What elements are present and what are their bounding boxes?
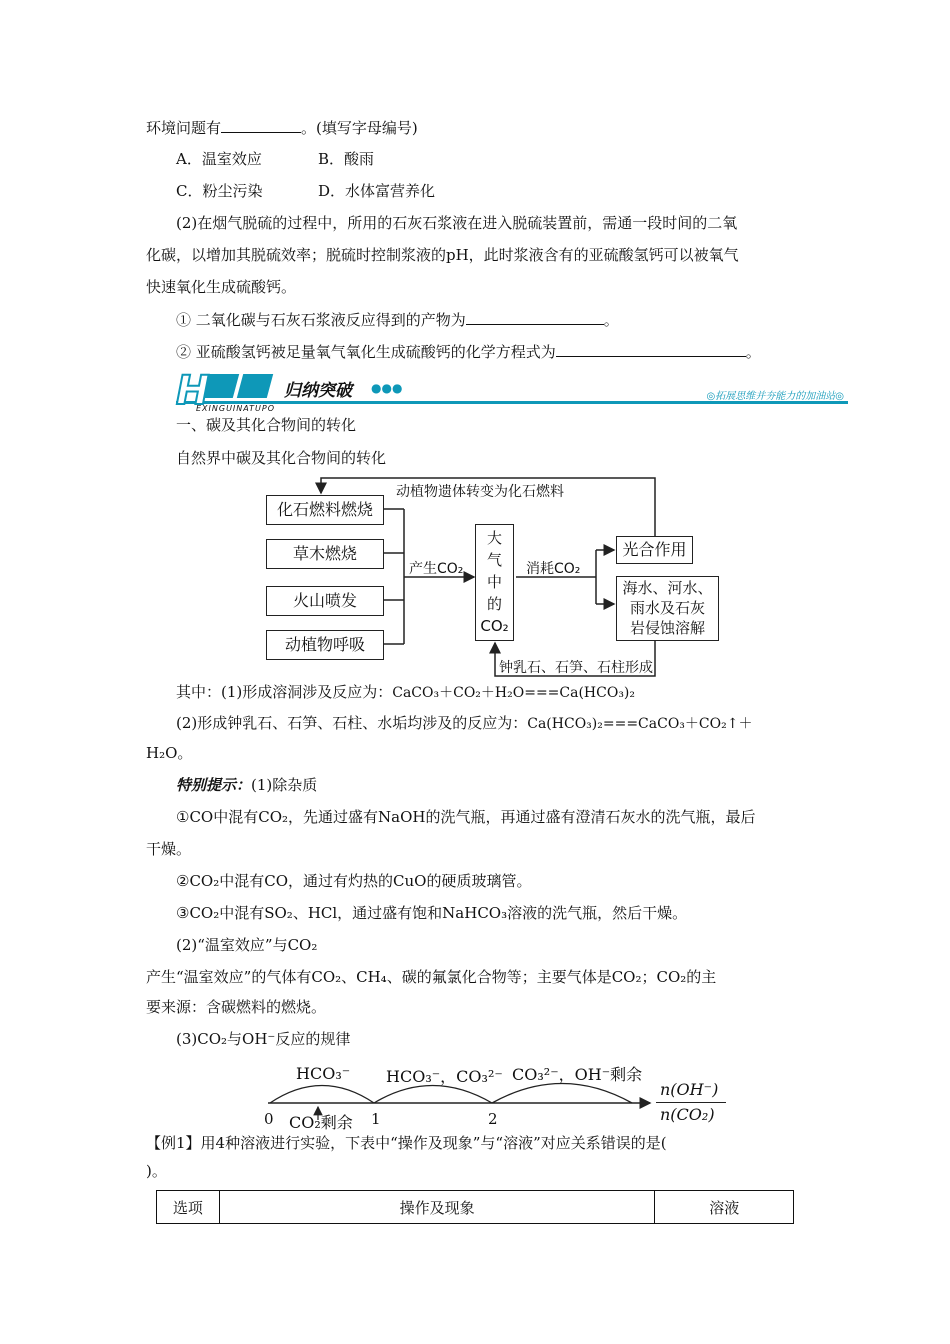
sink-photosynthesis: 光合作用 [616, 536, 693, 564]
source-fossil-fuel: 化石燃料燃烧 [266, 495, 384, 525]
banner-subtitle: EXINGUINATUPO [196, 404, 276, 413]
tick-0: 0 [264, 1110, 274, 1128]
q2-line3: 快速氧化生成硫酸钙。 [146, 278, 297, 296]
col-operation: 操作及现象 [219, 1191, 655, 1224]
col-solution: 溶液 [655, 1191, 794, 1224]
option-b: B．酸雨 [318, 150, 375, 168]
table-header-row [157, 1191, 794, 1224]
ratio-denominator: n(CO₂) [660, 1105, 715, 1124]
tip-4a: 产生“温室效应”的气体有CO₂、CH₄、碳的氟氯化合物等；主要气体是CO₂；CO₂的主 [146, 968, 717, 986]
tip-2: ②CO₂中混有CO，通过有灼热的CuO的硬质玻璃管。 [176, 872, 532, 890]
option-a: A．温室效应 [176, 150, 262, 168]
q2-sub2: ② 亚硫酸氢钙被足量氧气氧化生成硫酸钙的化学方程式为 。 [176, 343, 761, 361]
tip-4b: 要来源：含碳燃料的燃烧。 [146, 998, 327, 1016]
banner-slogan: ◎拓展思维并夯能力的加油站◎ [706, 391, 844, 402]
atmosphere-co2-box: 大 气 中 的 CO₂ [475, 524, 514, 641]
tip-1b: 干燥。 [146, 840, 192, 858]
source-volcano: 火山喷发 [266, 586, 384, 616]
reaction-1: 其中：(1)形成溶洞涉及反应为：CaCO₃＋CO₂＋H₂O===Ca(HCO₃)₂ [176, 683, 636, 701]
tip-1a: ①CO中混有CO₂，先通过盛有NaOH的洗气瓶，再通过盛有澄清石灰水的洗气瓶，最后 [176, 808, 756, 826]
consume-co2-label: 消耗CO₂ [526, 561, 581, 577]
example-line1: 【例1】用4种溶液进行实验，下表中“操作及现象”与“溶液”对应关系错误的是( [146, 1134, 667, 1152]
segment-3-label: CO₃²⁻，OH⁻剩余 [512, 1065, 643, 1084]
banner-h-logo: H [176, 368, 210, 414]
tip-heading: 特别提示：(1)除杂质 [176, 776, 318, 794]
section-heading: 一、碳及其化合物间的转化 [176, 416, 357, 434]
source-respiration: 动植物呼吸 [266, 630, 384, 660]
ratio-numerator: n(OH⁻) [660, 1080, 719, 1099]
ratio-fraction-bar [656, 1102, 726, 1103]
produce-co2-label: 产生CO₂ [409, 561, 464, 577]
q2-line2: 化碳，以增加其脱硫效率；脱硫时控制浆液的pH，此时浆液含有的亚硫酸氢钙可以被氧气 [146, 246, 739, 264]
example-line2: )。 [146, 1162, 167, 1180]
reaction-2: (2)形成钟乳石、石笋、石柱、水垢均涉及的反应为：Ca(HCO₃)₂===CaCO₃＋CO₂↑＋ [176, 714, 753, 732]
section-subheading: 自然界中碳及其化合物间的转化 [176, 449, 387, 467]
tick-2: 2 [488, 1110, 498, 1128]
col-option: 选项 [157, 1191, 220, 1224]
banner-dots: ●●● [371, 381, 403, 395]
tick-1: 1 [371, 1110, 381, 1128]
segment-1-label: HCO₃⁻ [296, 1064, 351, 1083]
option-c: C．粉尘污染 [176, 182, 263, 200]
source-grass-burning: 草木燃烧 [266, 539, 384, 569]
tip-oh-heading: (3)CO₂与OH⁻反应的规律 [176, 1030, 351, 1048]
top-loop-label: 动植物遗体转变为化石燃料 [396, 484, 564, 500]
bottom-loop-label: 钟乳石、石笋、石柱形成 [499, 660, 653, 676]
sink-water-erosion: 海水、河水、 雨水及石灰 岩侵蚀溶解 [616, 576, 719, 641]
banner-title: 归纳突破 [284, 381, 352, 401]
tip-3: ③CO₂中混有SO₂、HCl，通过盛有饱和NaHCO₃溶液的洗气瓶，然后干燥。 [176, 904, 688, 922]
co2-excess-label: CO₂剩余 [289, 1113, 353, 1132]
question-line: 环境问题有 。(填写字母编号) [146, 119, 418, 137]
q2-sub1: ① 二氧化碳与石灰石浆液反应得到的产物为 。 [176, 311, 619, 329]
reaction-2-end: H₂O。 [146, 744, 193, 762]
q2-line1: (2)在烟气脱硫的过程中，所用的石灰石浆液在进入脱硫装置前，需通一段时间的二氧 [176, 214, 738, 232]
options-table [156, 1190, 794, 1224]
segment-2-label: HCO₃⁻，CO₃²⁻ [386, 1067, 503, 1086]
tip-greenhouse-heading: (2)“温室效应”与CO₂ [176, 936, 318, 954]
option-d: D．水体富营养化 [318, 182, 436, 200]
